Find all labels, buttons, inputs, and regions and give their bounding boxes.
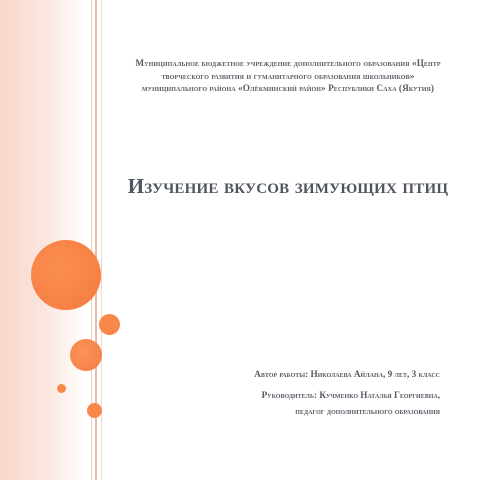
decorative-circle xyxy=(31,240,101,310)
supervisor-role-line: педагог дополнительного образования xyxy=(295,406,440,416)
header-line: творческого развития и гуманитарного образования школьников» xyxy=(161,70,415,81)
decorative-circle xyxy=(70,339,102,371)
decorative-circle xyxy=(57,384,66,393)
slide-title: Изучение вкусов зимующих птиц xyxy=(127,174,449,198)
decorative-circle xyxy=(99,314,120,335)
header-line: муниципального района «Олёкминский район» Республики Саха (Якутия) xyxy=(141,83,435,93)
header-line: Муниципальное бюджетное учреждение дополнительного образования «Центр xyxy=(135,58,441,68)
decorative-circle xyxy=(87,403,102,418)
institution-header xyxy=(118,57,458,95)
author-line: Автор работы: Николаева Айлана, 9 лет, 3 класс xyxy=(254,369,440,379)
supervisor-line: Руководитель: Кучменко Наталья Георгиевна, xyxy=(261,390,440,400)
